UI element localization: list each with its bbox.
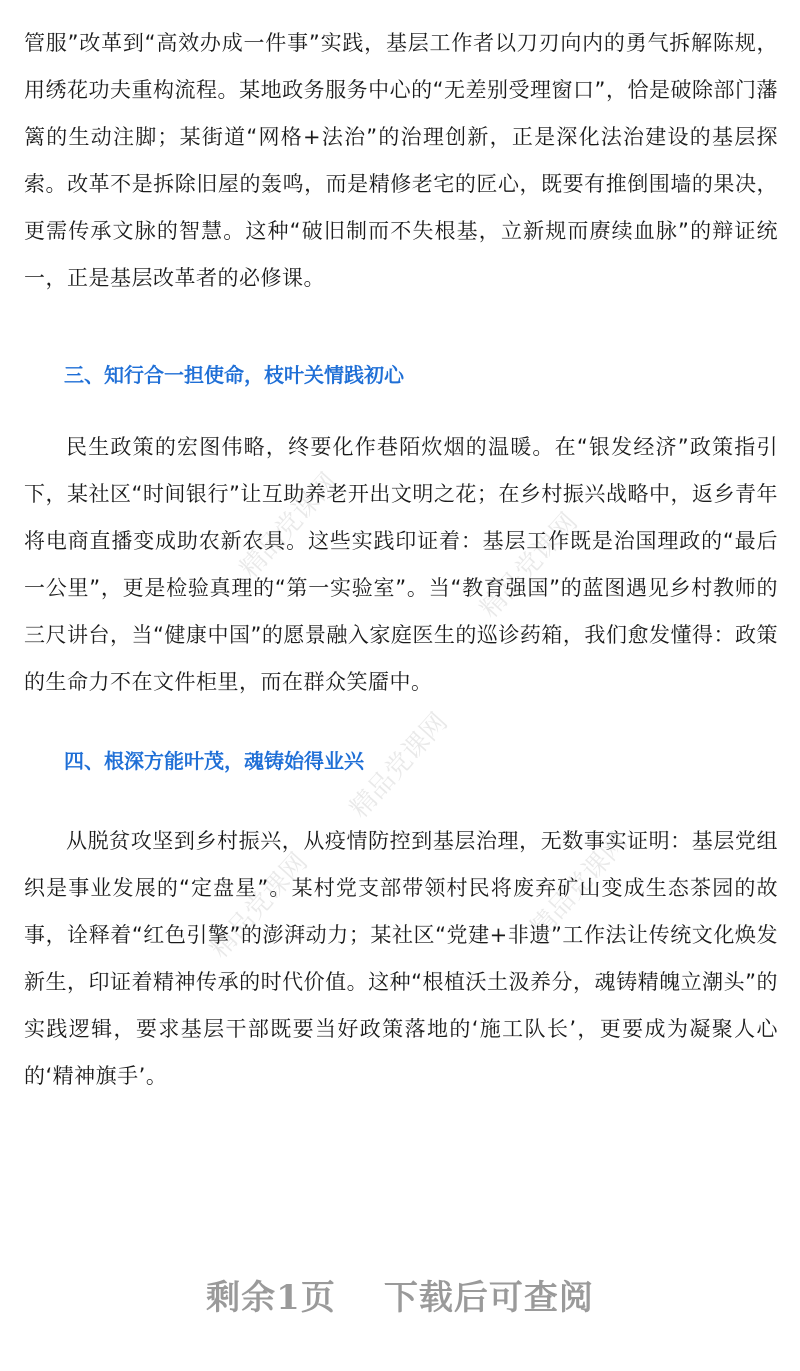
remaining-pages-label: 剩余1页 bbox=[206, 1278, 336, 1318]
section-heading-3: 三、知行合一担使命，枝叶关情践初心 bbox=[64, 363, 404, 387]
section-heading-4: 四、根深方能叶茂，魂铸始得业兴 bbox=[64, 749, 364, 773]
paragraph-reform: 管服”改革到“高效办成一件事”实践，基层工作者以刀刃向内的勇气拆解陈规，用绣花功夫重构流程。某地政务服务中心的“无差别受理窗口”，恰是破除部门藩篱的生动注脚；某街道“网格+法治”的治理创新，正是深化法治建设的基层探索。改革不是拆除旧屋的轰鸣，而是精修老宅的匠心，既要有推倒围墙的果决，更需传承文脉的智慧。这种“破旧制而不失根基，立新规而赓续血脉”的辩证统一，正是基层改革者的必修课。 bbox=[24, 31, 778, 290]
download-to-view-label: 下载后可查阅 bbox=[383, 1278, 594, 1318]
watermark: 精品党课网 bbox=[524, 827, 634, 945]
watermark: 精品党课网 bbox=[474, 507, 584, 625]
watermark: 精品党课网 bbox=[234, 467, 344, 585]
download-prompt[interactable] bbox=[0, 1270, 800, 1319]
document-body bbox=[24, 0, 778, 1100]
paragraph-party-building: 从脱贫攻坚到乡村振兴，从疫情防控到基层治理，无数事实证明：基层党组织是事业发展的“定盘星”。某村党支部带领村民将废弃矿山变成生态茶园的故事，诠释着“红色引擎”的澎湃动力；某社区“党建+非遗”工作法让传统文化焕发新生，印证着精神传承的时代价值。这种“根植沃土汲养分，魂铸精魄立潮头”的实践逻辑，要求基层干部既要当好政策落地的‘施工队长’，更要成为凝聚人心的‘精神旗手’。 bbox=[24, 829, 778, 1088]
watermark: 精品党课网 bbox=[344, 707, 454, 825]
watermark: 精品党课网 bbox=[204, 847, 314, 965]
paragraph-livelihood: 民生政策的宏图伟略，终要化作巷陌炊烟的温暖。在“银发经济”政策指引下，某社区“时间银行”让互助养老开出文明之花；在乡村振兴战略中，返乡青年将电商直播变成助农新农具。这些实践印证着：基层工作既是治国理政的“最后一公里”，更是检验真理的“第一实验室”。当“教育强国”的蓝图遇见乡村教师的三尺讲台，当“健康中国”的愿景融入家庭医生的巡诊药箱，我们愈发懂得：政策的生命力不在文件柜里，而在群众笑靥中。 bbox=[24, 435, 778, 694]
